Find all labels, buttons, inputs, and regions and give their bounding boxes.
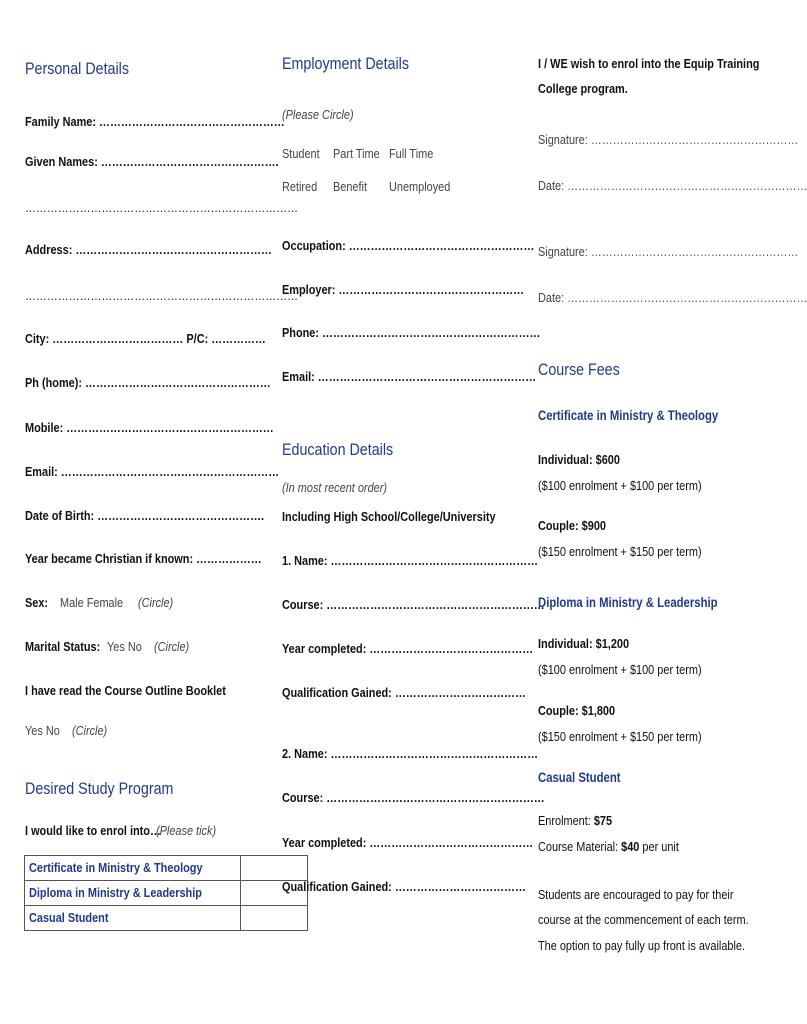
course-fees-heading: Course Fees bbox=[538, 360, 620, 379]
payment-note-line2: course at the commencement of each term. bbox=[538, 912, 749, 927]
year-christian-field[interactable]: Year became Christian if known: ……………… bbox=[25, 551, 262, 566]
program-label-cell bbox=[25, 856, 241, 881]
mobile-field[interactable]: Mobile: ………………………………………………… bbox=[25, 420, 274, 435]
cert-individual-detail: ($100 enrolment + $100 per term) bbox=[538, 478, 702, 493]
program-label-cell bbox=[25, 906, 241, 931]
enrolment-fee-label: Enrolment: bbox=[538, 813, 591, 828]
employment-option-part-time[interactable]: Part Time bbox=[333, 146, 380, 161]
education-course-2-field[interactable]: Course: …………………………………………………… bbox=[282, 790, 545, 805]
email-field[interactable]: Email: …………………………………………………… bbox=[25, 464, 280, 479]
address-field[interactable]: Address: ……………………………………………… bbox=[25, 242, 272, 257]
signature-2-field[interactable]: Signature: ………………………………………………… bbox=[538, 244, 799, 259]
marital-circle-hint: (Circle) bbox=[154, 639, 190, 654]
program-option-diploma: Diploma in Ministry & Leadership bbox=[29, 885, 202, 900]
diploma-individual-detail: ($100 enrolment + $100 per term) bbox=[538, 662, 702, 677]
including-note: Including High School/College/University bbox=[282, 509, 496, 524]
course-material-label: Course Material: bbox=[538, 839, 619, 854]
education-year-1-field[interactable]: Year completed: ……………………………………… bbox=[282, 641, 534, 656]
diploma-couple-fee: Couple: $1,800 bbox=[538, 703, 616, 718]
course-material-unit: per unit bbox=[642, 839, 679, 854]
cert-couple-fee: Couple: $900 bbox=[538, 518, 606, 533]
payment-note-line3: The option to pay fully up front is available. bbox=[538, 938, 746, 953]
city-postcode-field[interactable]: City: ……………………………… P/C: …………… bbox=[25, 331, 266, 346]
program-row bbox=[25, 856, 308, 881]
please-circle-hint: (Please Circle) bbox=[282, 107, 354, 122]
signature-1-field[interactable]: Signature: ………………………………………………… bbox=[538, 132, 799, 147]
employment-details-heading: Employment Details bbox=[282, 54, 409, 73]
course-material-fee bbox=[538, 839, 679, 854]
outline-circle-hint: (Circle) bbox=[72, 723, 108, 738]
education-qualification-2-field[interactable]: Qualification Gained: ……………………………… bbox=[282, 879, 526, 894]
occupation-field[interactable]: Occupation: …………………………………………… bbox=[282, 238, 535, 253]
enrol-statement-line2: College program. bbox=[538, 81, 628, 96]
marital-status-label: Marital Status: bbox=[25, 639, 101, 654]
diploma-individual-fee: Individual: $1,200 bbox=[538, 636, 630, 651]
education-course-1-field[interactable]: Course: …………………………………………………… bbox=[282, 597, 545, 612]
program-tick-box-casual[interactable] bbox=[240, 906, 307, 931]
program-option-casual: Casual Student bbox=[29, 910, 109, 925]
employer-field[interactable]: Employer: …………………………………………… bbox=[282, 282, 525, 297]
personal-details-heading: Personal Details bbox=[25, 59, 129, 78]
enrol-into-label: I would like to enrol into… bbox=[25, 823, 161, 838]
education-name-2-field[interactable]: 2. Name: ………………………………………………… bbox=[282, 746, 539, 761]
phone-field[interactable]: Phone: …………………………………………………… bbox=[282, 325, 541, 340]
sex-label: Sex: bbox=[25, 595, 49, 610]
enrol-statement-line1: I / WE wish to enrol into the Equip Training bbox=[538, 56, 760, 71]
cert-individual-fee: Individual: $600 bbox=[538, 452, 620, 467]
given-names-field[interactable]: Given Names: …………………………………………. bbox=[25, 154, 279, 169]
address-line2[interactable]: ………………………………………………………………… bbox=[25, 288, 298, 303]
cert-fees-heading: Certificate in Ministry & Theology bbox=[538, 408, 719, 423]
employment-option-full-time[interactable]: Full Time bbox=[389, 146, 434, 161]
employment-option-unemployed[interactable]: Unemployed bbox=[389, 179, 451, 194]
program-option-certificate: Certificate in Ministry & Theology bbox=[29, 860, 203, 875]
employment-option-retired[interactable]: Retired bbox=[282, 179, 318, 194]
program-row bbox=[25, 881, 308, 906]
cert-couple-detail: ($150 enrolment + $150 per term) bbox=[538, 544, 702, 559]
date-1-field[interactable]: Date: ………………………………………………………… bbox=[538, 178, 807, 193]
desired-study-heading: Desired Study Program bbox=[25, 779, 174, 798]
casual-fees-heading: Casual Student bbox=[538, 770, 621, 785]
date-2-field[interactable]: Date: ………………………………………………………… bbox=[538, 290, 807, 305]
education-details-heading: Education Details bbox=[282, 440, 394, 459]
outline-options[interactable]: Yes No bbox=[25, 723, 60, 738]
employment-option-benefit[interactable]: Benefit bbox=[333, 179, 368, 194]
please-tick-hint: (Please tick) bbox=[156, 823, 217, 838]
enrolment-fee bbox=[538, 813, 612, 828]
study-program-table bbox=[24, 855, 308, 931]
employment-option-student[interactable]: Student bbox=[282, 146, 320, 161]
education-year-2-field[interactable]: Year completed: ……………………………………… bbox=[282, 835, 534, 850]
outline-statement: I have read the Course Outline Booklet bbox=[25, 683, 226, 698]
recent-order-hint: (In most recent order) bbox=[282, 480, 387, 495]
course-material-value: $40 bbox=[621, 839, 640, 854]
education-name-1-field[interactable]: 1. Name: ………………………………………………… bbox=[282, 553, 539, 568]
marital-status-options[interactable]: Yes No bbox=[107, 639, 142, 654]
payment-note-line1: Students are encouraged to pay for their bbox=[538, 887, 734, 902]
employment-email-field[interactable]: Email: …………………………………………………… bbox=[282, 369, 537, 384]
enrolment-fee-value: $75 bbox=[593, 813, 613, 828]
diploma-couple-detail: ($150 enrolment + $150 per term) bbox=[538, 729, 702, 744]
sex-circle-hint: (Circle) bbox=[138, 595, 174, 610]
given-names-line2[interactable]: ………………………………………………………………… bbox=[25, 200, 298, 215]
education-qualification-1-field[interactable]: Qualification Gained: ……………………………… bbox=[282, 685, 526, 700]
program-label-cell bbox=[25, 881, 241, 906]
sex-options[interactable]: Male Female bbox=[60, 595, 124, 610]
family-name-field[interactable]: Family Name: …………………………………………… bbox=[25, 114, 285, 129]
program-row bbox=[25, 906, 308, 931]
ph-home-field[interactable]: Ph (home): …………………………………………… bbox=[25, 375, 271, 390]
program-tick-box-certificate[interactable] bbox=[240, 856, 307, 881]
diploma-fees-heading: Diploma in Ministry & Leadership bbox=[538, 595, 718, 610]
dob-field[interactable]: Date of Birth: ………………………………………. bbox=[25, 508, 265, 523]
